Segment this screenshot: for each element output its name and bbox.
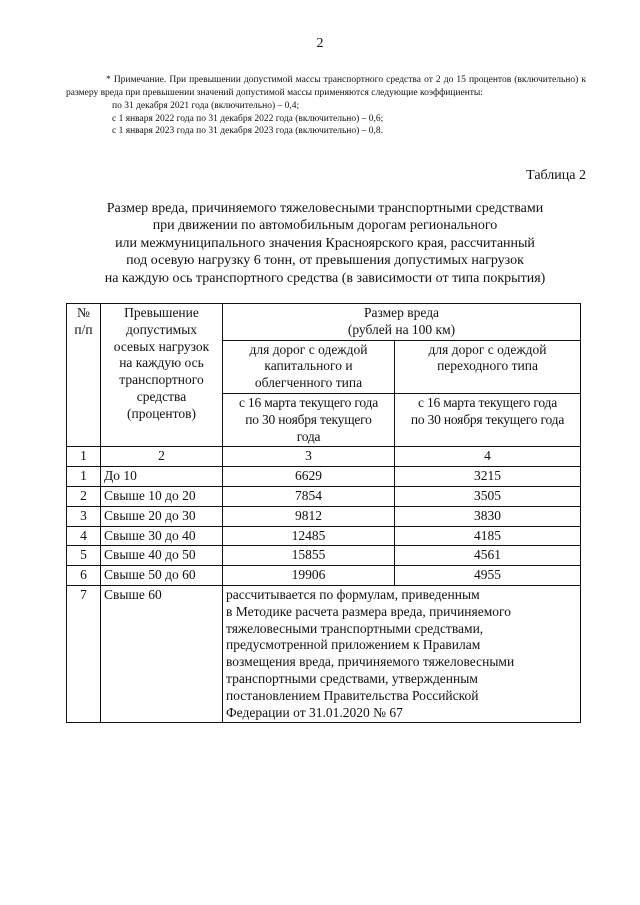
row-capital: 12485 — [223, 526, 395, 546]
row-capital: 6629 — [223, 467, 395, 487]
row-num: 1 — [67, 467, 101, 487]
col-number: 2 — [101, 447, 223, 467]
table-label: Таблица 2 — [526, 168, 586, 183]
col-number: 3 — [223, 447, 395, 467]
footnote-item: с 1 января 2022 года по 31 декабря 2022 года (включительно) – 0,6; — [112, 113, 384, 124]
row-capital: 9812 — [223, 506, 395, 526]
description-line: возмещения вреда, причиняемого тяжеловесными — [226, 654, 515, 670]
table-row — [67, 546, 581, 566]
row-excess: До 10 — [101, 467, 223, 487]
description-line: транспортными средствами, утвержденным — [226, 670, 478, 686]
table-row — [67, 526, 581, 546]
table-row — [67, 566, 581, 586]
row-transitional: 4561 — [395, 546, 581, 566]
col-number: 1 — [67, 447, 101, 467]
row-excess: Свыше 60 — [101, 585, 223, 722]
row-transitional: 3830 — [395, 506, 581, 526]
row-num: 7 — [67, 585, 101, 722]
row-capital: 19906 — [223, 566, 395, 586]
title-line: при движении по автомобильным дорогам регионального — [152, 218, 498, 234]
footnote-item: по 31 декабря 2021 года (включительно) – 0,4; — [112, 101, 300, 111]
row-excess: Свыше 10 до 20 — [101, 486, 223, 506]
header-num: № п/п — [67, 304, 101, 447]
row-transitional: 3505 — [395, 486, 581, 506]
description-line: Федерации от 31.01.2020 № 67 — [226, 704, 403, 720]
formula-description — [223, 585, 581, 722]
description-line: постановлением Правительства Российской — [226, 687, 479, 703]
description-line: рассчитывается по формулам, приведенным — [226, 586, 480, 602]
footnote-item: с 1 января 2023 года по 31 декабря 2023 года (включительно) – 0,8. — [112, 126, 384, 136]
damage-table — [66, 303, 581, 723]
description-line: предусмотренной приложением к Правилам — [226, 637, 481, 653]
col-number: 4 — [395, 447, 581, 467]
title-line: Размер вреда, причиняемого тяжеловесными транспортными средствами — [106, 201, 544, 216]
row-num: 4 — [67, 526, 101, 546]
header-transitional-roads: для дорог с одеждой переходного типа — [395, 340, 581, 393]
title-line: под осевую нагрузку 6 тонн, от превышения допустимых нагрузок — [126, 253, 524, 269]
row-excess: Свыше 20 до 30 — [101, 506, 223, 526]
row-excess: Свыше 50 до 60 — [101, 566, 223, 586]
row-num: 2 — [67, 486, 101, 506]
row-excess: Свыше 40 до 50 — [101, 546, 223, 566]
table-row — [67, 467, 581, 487]
row-excess: Свыше 30 до 40 — [101, 526, 223, 546]
row-num: 6 — [67, 566, 101, 586]
table-row — [67, 486, 581, 506]
footnote-coefficients — [112, 100, 586, 138]
header-damage: Размер вреда (рублей на 100 км) — [223, 304, 581, 341]
period-capital: с 16 марта текущего года по 30 ноября текущего года — [223, 393, 395, 446]
page-number: 2 — [316, 36, 324, 51]
header-excess: Превышение допустимых осевых нагрузок на каждую ось транспортного средства (процентов) — [101, 304, 223, 447]
row-transitional: 4185 — [395, 526, 581, 546]
table-row-formula — [67, 585, 581, 722]
row-capital: 7854 — [223, 486, 395, 506]
period-transitional: с 16 марта текущего года по 30 ноября текущего года — [395, 393, 581, 446]
row-num: 3 — [67, 506, 101, 526]
row-num: 5 — [67, 546, 101, 566]
table-header-row — [67, 304, 581, 341]
description-line: тяжеловесными транспортными средствами, — [226, 620, 484, 636]
column-number-row — [67, 447, 581, 467]
header-capital-roads: для дорог с одеждой капитального и облегченного типа — [223, 340, 395, 393]
table-row — [67, 506, 581, 526]
row-transitional: 4955 — [395, 566, 581, 586]
footnote — [66, 74, 586, 138]
description-line: в Методике расчета размера вреда, причиняемого — [226, 603, 511, 619]
title-line: или межмуниципального значения Красноярского края, рассчитанный — [115, 235, 535, 251]
row-transitional: 3215 — [395, 467, 581, 487]
table-title — [60, 200, 590, 287]
footnote-text: * Примечание. При превышении допустимой массы транспортного средства от 2 до 15 процентов (включительно) к размеру вреда при превышении значений допустимой массы применяются следующие коэффициенты: — [66, 75, 586, 98]
row-capital: 15855 — [223, 546, 395, 566]
title-line: на каждую ось транспортного средства (в зависимости от типа покрытия) — [104, 270, 546, 286]
